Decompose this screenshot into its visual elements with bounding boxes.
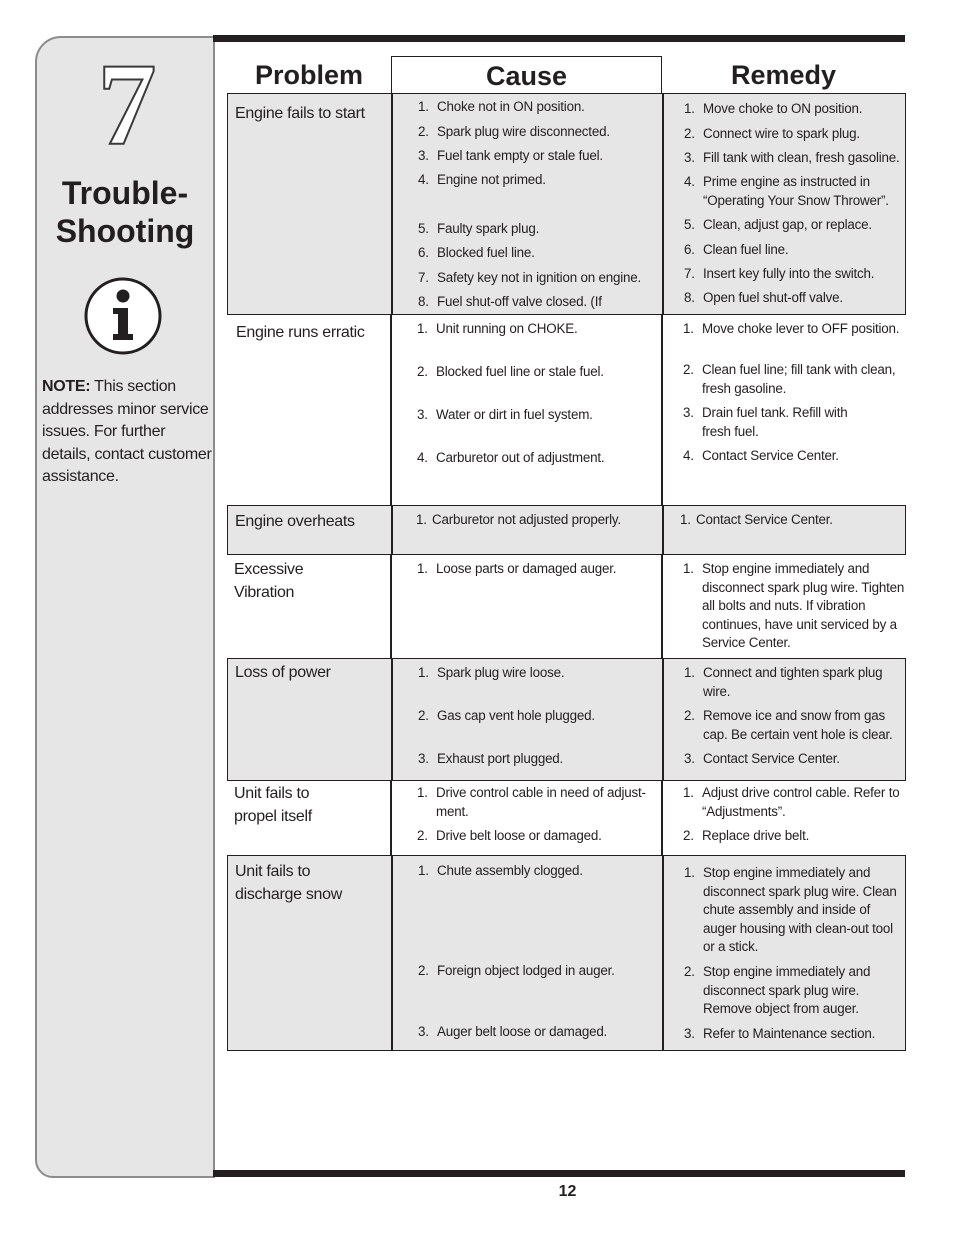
cause-column-header: Cause (391, 56, 662, 94)
remedy-item: 3. Drain fuel tank. Refill with fresh fuel. (683, 405, 848, 439)
remedy-column-header: Remedy (730, 60, 837, 90)
problem-cell: Engine runs erratic (236, 324, 365, 341)
section-title-line2: Shooting (55, 213, 195, 249)
table-row (227, 315, 906, 506)
cause-item: 2. Spark plug wire disconnected. (418, 124, 610, 139)
cause-item: 1. Chute assembly clogged. (418, 863, 583, 878)
remedy-item: 1. Stop engine immediately and disconnect spark plug wire. Tighten all bolts and nuts. If vibration continues, have unit serviced by a Service Center. (683, 561, 905, 650)
problem-column-header: Problem (254, 60, 364, 90)
cause-item: 5. Faulty spark plug. (418, 221, 540, 236)
cause-item: 1. Drive control cable in need of adjust-ment. (417, 785, 646, 819)
page-number: 12 (558, 1183, 577, 1200)
cause-item: 1. Carburetor not adjusted properly. (416, 512, 621, 527)
table-row (227, 780, 906, 857)
problem-cell: Unit fails to discharge snow (235, 863, 342, 903)
remedy-item: 7. Insert key fully into the switch. (684, 266, 875, 281)
cause-item: 1. Choke not in ON position. (418, 99, 585, 114)
info-icon (83, 276, 163, 356)
remedy-item: 4. Contact Service Center. (683, 448, 839, 463)
top-rule (213, 35, 905, 42)
problem-cell: Loss of power (235, 664, 331, 681)
remedy-item: 2. Remove ice and snow from gas cap. Be certain vent hole is clear. (684, 708, 893, 742)
remedy-item: 3. Fill tank with clean, fresh gasoline. (684, 150, 900, 165)
cause-item: 2. Drive belt loose or damaged. (417, 828, 602, 843)
remedy-item: 2. Stop engine immediately and disconnect spark plug wire. Remove object from auger. (684, 964, 871, 1016)
remedy-item: 2. Connect wire to spark plug. (684, 126, 860, 141)
section-title-line1: Trouble- (61, 175, 189, 211)
cause-item: 3. Fuel tank empty or stale fuel. (418, 148, 603, 163)
table-row (227, 554, 906, 660)
remedy-item: 1. Contact Service Center. (680, 512, 833, 527)
section-note (42, 376, 212, 489)
remedy-item: 1. Stop engine immediately and disconnect spark plug wire. Clean chute assembly and inside of auger housing with clean-out tool or a stick. (684, 865, 897, 954)
cause-item: 4. Engine not primed. (418, 172, 546, 187)
cause-item: 2. Gas cap vent hole plugged. (418, 708, 595, 723)
chapter-sidebar (35, 36, 215, 1178)
cause-item: 2. Foreign object lodged in auger. (418, 963, 615, 978)
cause-item: 2. Blocked fuel line or stale fuel. (417, 364, 604, 379)
cause-item: 4. Carburetor out of adjustment. (417, 450, 605, 465)
remedy-item: 1. Move choke to ON position. (684, 101, 863, 116)
remedy-item: 5. Clean, adjust gap, or replace. (684, 217, 872, 232)
cause-item: 1. Spark plug wire loose. (418, 665, 565, 680)
cause-item: 7. Safety key not in ignition on engine. (418, 270, 642, 285)
remedy-item: 3. Contact Service Center. (684, 751, 840, 766)
remedy-item: 8. Open fuel shut-off valve. (684, 290, 843, 305)
problem-cell: Unit fails to propel itself (234, 785, 312, 825)
cause-item: 3. Auger belt loose or damaged. (418, 1024, 608, 1039)
remedy-item: 1. Move choke lever to OFF position. (683, 321, 900, 336)
remedy-item: 4. Prime engine as instructed in “Operating Your Snow Thrower”. (684, 174, 889, 208)
problem-cell: Excessive Vibration (234, 561, 304, 601)
remedy-item: 3. Refer to Maintenance section. (684, 1026, 876, 1041)
section-title (37, 174, 213, 250)
remedy-item: 6. Clean fuel line. (684, 242, 789, 257)
cause-item: 8. Fuel shut-off valve closed. (If (418, 294, 602, 309)
bottom-rule (213, 1170, 905, 1177)
cause-item: 1. Unit running on CHOKE. (417, 321, 578, 336)
cause-item: 1. Loose parts or damaged auger. (417, 561, 617, 576)
note-label: NOTE: (42, 378, 91, 395)
remedy-item: 2. Replace drive belt. (683, 828, 810, 843)
table-row (227, 93, 906, 315)
cause-item: 6. Blocked fuel line. (418, 245, 535, 260)
problem-cell: Engine fails to start (235, 105, 365, 122)
problem-cell: Engine overheats (235, 513, 355, 530)
remedy-item: 1. Adjust drive control cable. Refer to “Adjustments”. (683, 785, 900, 819)
chapter-number: 7 (97, 39, 157, 170)
table-row (227, 855, 906, 1051)
table-row (227, 658, 906, 781)
remedy-item: 2. Clean fuel line; fill tank with clean, fresh gasoline. (683, 362, 896, 396)
remedy-item: 1. Connect and tighten spark plug wire. (684, 665, 883, 699)
cause-item: 3. Water or dirt in fuel system. (417, 407, 593, 422)
cause-item: 3. Exhaust port plugged. (418, 751, 564, 766)
table-row (227, 505, 906, 555)
note-text: This section addresses minor service issues. For further details, contact customer assistance. (42, 378, 212, 485)
